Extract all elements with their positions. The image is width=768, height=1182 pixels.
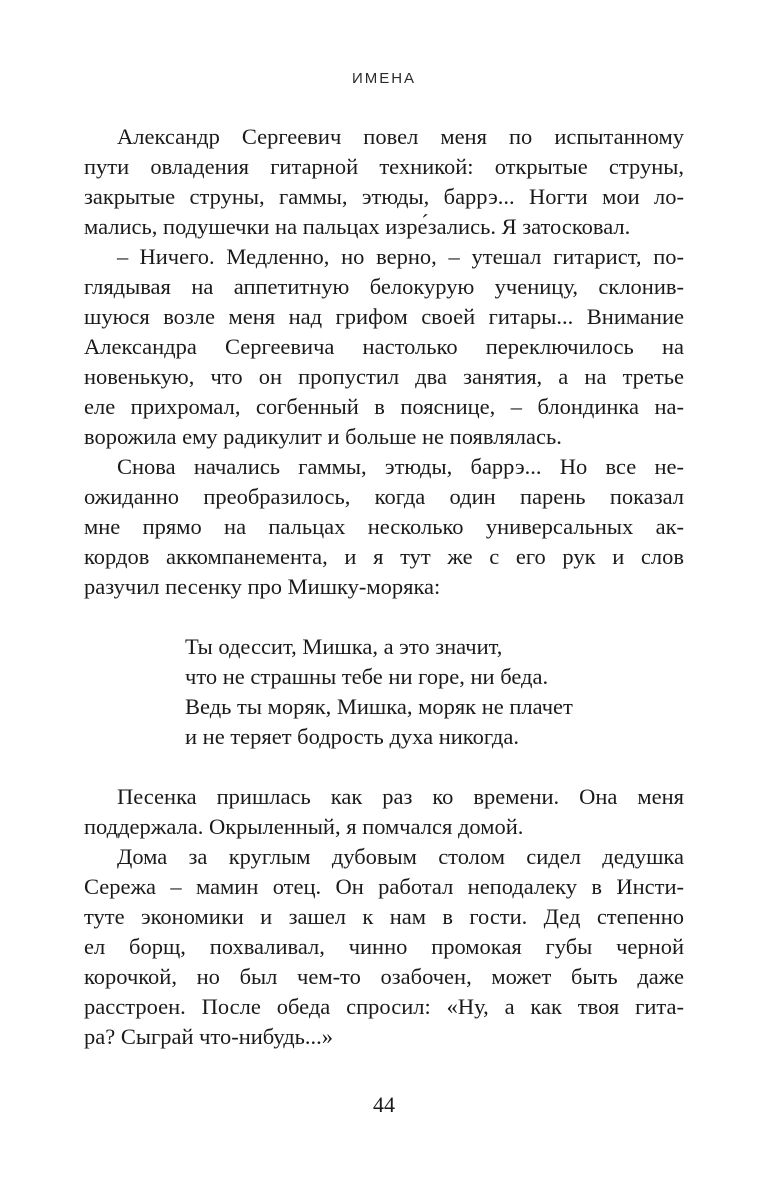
verse-line: что не страшны тебе ни горе, ни беда. xyxy=(185,664,549,689)
text-line: корочкой, но был чем-то озабочен, может быть даже xyxy=(84,964,684,989)
verse-line: Ты одессит, Мишка, а это значит, xyxy=(185,634,503,659)
text-line: шуюся возле меня над грифом своей гитары... Внимание xyxy=(84,304,684,329)
text-line: Снова начались гаммы, этюды, баррэ... Но все не- xyxy=(117,454,684,479)
running-head: ИМЕНА xyxy=(351,70,417,87)
text-line: кордов аккомпанемента, и я тут же с его рук и слов xyxy=(84,544,684,569)
text-line: Сережа – мамин отец. Он работал неподалеку в Инсти- xyxy=(84,874,684,899)
text-line: Александра Сергеевича настолько переключилось на xyxy=(84,334,684,359)
text-line: Александр Сергеевич повел меня по испытанному xyxy=(117,124,684,149)
text-block xyxy=(84,122,684,1052)
text-line: поддержала. Окрыленный, я помчался домой. xyxy=(84,814,524,839)
verse-line: и не теряет бодрость духа никогда. xyxy=(185,724,519,749)
page-number: 44 xyxy=(373,1092,395,1117)
paragraph xyxy=(84,242,684,452)
text-line: Песенка пришлась как раз ко времени. Она меня xyxy=(117,784,684,809)
text-line: еле прихромал, согбенный в пояснице, – блондинка на- xyxy=(84,394,684,419)
text-line: ра? Сыграй что-нибудь...» xyxy=(84,1024,334,1049)
text-line: глядывая на аппетитную белокурую ученицу, склонив- xyxy=(84,274,684,299)
text-line: ворожила ему радикулит и больше не появлялась. xyxy=(84,424,562,449)
text-line: ожиданно преобразилось, когда один парень показал xyxy=(84,484,684,509)
paragraph xyxy=(84,782,684,842)
text-line: разучил песенку про Мишку-моряка: xyxy=(84,574,441,599)
verse-line: Ведь ты моряк, Мишка, моряк не плачет xyxy=(185,694,573,719)
text-line: расстроен. После обеда спросил: «Ну, а как твоя гита- xyxy=(84,994,684,1019)
text-line: новенькую, что он пропустил два занятия, а на третье xyxy=(84,364,684,389)
paragraph xyxy=(84,122,684,242)
verse-block xyxy=(185,632,684,752)
text-line: закрытые струны, гаммы, этюды, баррэ... Ногти мои ло- xyxy=(84,184,684,209)
text-line: – Ничего. Медленно, но верно, – утешал гитарист, по- xyxy=(117,244,684,269)
text-line: пути овладения гитарной техникой: открытые струны, xyxy=(84,154,684,179)
text-line: ел борщ, похваливал, чинно промокая губы черной xyxy=(84,934,684,959)
paragraph xyxy=(84,452,684,602)
paragraph xyxy=(84,842,684,1052)
text-line: мне прямо на пальцах несколько универсальных ак- xyxy=(84,514,684,539)
text-line: Дома за круглым дубовым столом сидел дедушка xyxy=(117,844,684,869)
text-line: мались, подушечки на пальцах изре́зались. Я затосковал. xyxy=(84,214,631,239)
text-line: туте экономики и зашел к нам в гости. Дед степенно xyxy=(84,904,684,929)
